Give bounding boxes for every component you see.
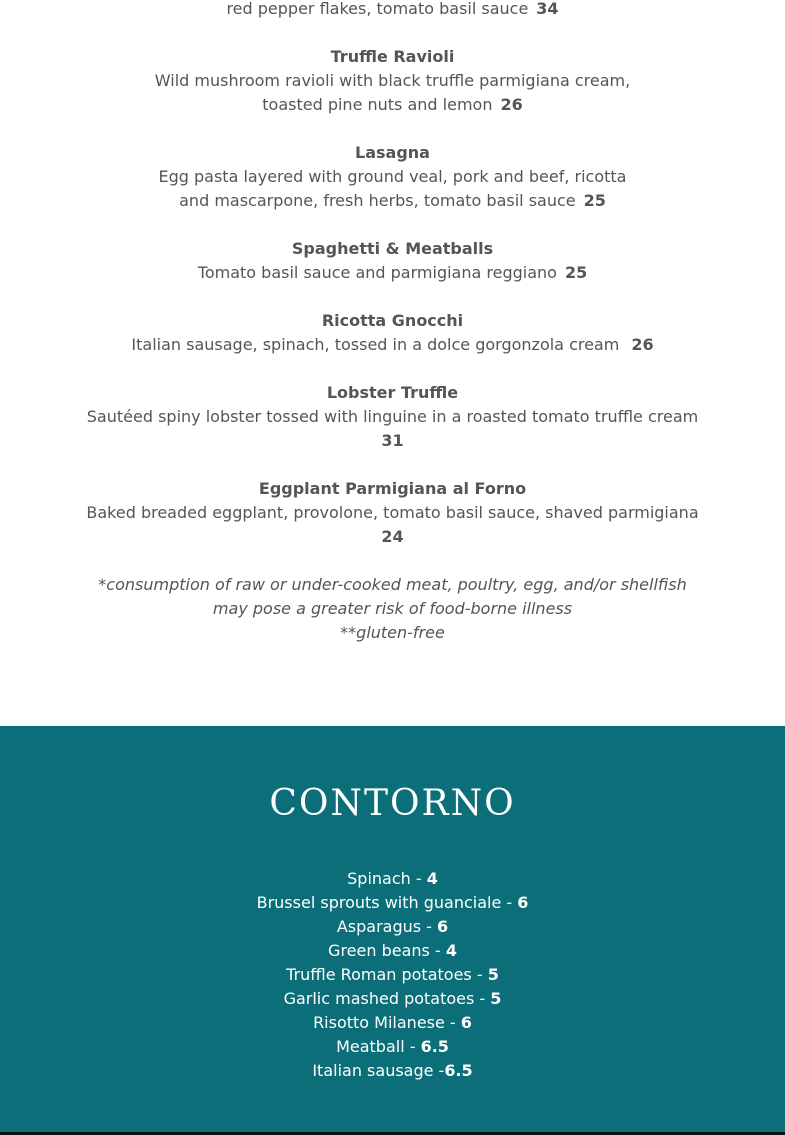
dish-name: Ricotta Gnocchi (321, 311, 464, 330)
dish-truffle-ravioli (80, 45, 705, 117)
side-item-brussel-sprouts (0, 891, 785, 915)
dish-price: 25 (564, 263, 588, 282)
note-gluten-free: **gluten-free (340, 623, 445, 642)
side-item-garlic-mashed-potatoes (0, 987, 785, 1011)
dish-name: Eggplant Parmigiana al Forno (258, 479, 527, 498)
dish-lasagna (80, 141, 705, 213)
dish-description: Egg pasta layered with ground veal, pork and beef, ricotta (158, 167, 627, 186)
side-price: 6 (517, 893, 529, 912)
section-title: CONTORNO (269, 783, 516, 824)
side-label: Risotto Milanese - (313, 1013, 461, 1032)
dish-partial-top (0, 0, 785, 21)
dish-description-line2 (80, 93, 705, 117)
side-label: Asparagus - (336, 917, 438, 936)
side-label: Spinach - (347, 869, 427, 888)
side-item-italian-sausage (0, 1059, 785, 1083)
side-item-risotto-milanese (0, 1011, 785, 1035)
side-item-meatball (0, 1035, 785, 1059)
dish-description: red pepper flakes, tomato basil sauce (226, 0, 529, 18)
side-price: 4 (445, 941, 457, 960)
dish-eggplant-parmigiana (80, 477, 705, 549)
contorno-section (0, 726, 785, 1132)
dish-description-line2 (80, 189, 705, 213)
dish-price: 26 (500, 95, 523, 114)
dish-price: 31 (381, 431, 404, 450)
side-item-spinach (0, 867, 785, 891)
dish-price: 34 (536, 0, 559, 18)
side-price: 5 (490, 989, 502, 1008)
side-item-green-beans (0, 939, 785, 963)
dish-price: 25 (583, 191, 606, 210)
side-label: Green beans - (328, 941, 446, 960)
dish-name: Lobster Truffle (326, 383, 459, 402)
side-label: Meatball - (336, 1037, 421, 1056)
dish-description: Sautéed spiny lobster tossed with linguine in a roasted tomato truffle cream (86, 407, 699, 426)
menu-notes (80, 573, 705, 645)
dish-description-line (80, 261, 705, 285)
side-label: Garlic mashed potatoes - (283, 989, 491, 1008)
note-raw-food-warning-cont: may pose a greater risk of food-borne illness (212, 599, 573, 618)
dish-description-text: Italian sausage, spinach, tossed in a dolce gorgonzola cream (131, 335, 620, 354)
dish-description-text: and mascarpone, fresh herbs, tomato basil sauce (179, 191, 576, 210)
side-label: Truffle Roman potatoes - (286, 965, 488, 984)
dish-description-text: toasted pine nuts and lemon (262, 95, 493, 114)
dish-name: Truffle Ravioli (330, 47, 455, 66)
dish-lobster-truffle (80, 381, 705, 453)
side-label: Italian sausage - (312, 1061, 445, 1080)
dish-description: Baked breaded eggplant, provolone, tomato basil sauce, shaved parmigiana (86, 503, 699, 522)
dish-name: Spaghetti & Meatballs (291, 239, 494, 258)
side-price: 5 (487, 965, 499, 984)
dish-price: 26 (631, 335, 654, 354)
side-price: 4 (426, 869, 438, 888)
side-price: 6 (437, 917, 449, 936)
dish-description-line (80, 333, 705, 357)
dish-spaghetti-meatballs (80, 237, 705, 285)
side-label: Brussel sprouts with guanciale - (256, 893, 518, 912)
side-price: 6.5 (444, 1061, 473, 1080)
sides-list (0, 867, 785, 1083)
side-item-asparagus (0, 915, 785, 939)
dish-ricotta-gnocchi (80, 309, 705, 357)
side-price: 6 (460, 1013, 472, 1032)
dish-description-text: Tomato basil sauce and parmigiana reggiano (197, 263, 557, 282)
side-item-truffle-roman-potatoes (0, 963, 785, 987)
side-price: 6.5 (420, 1037, 449, 1056)
dish-price: 24 (381, 527, 404, 546)
dish-description: Wild mushroom ravioli with black truffle parmigiana cream, (154, 71, 631, 90)
dish-name: Lasagna (355, 143, 430, 162)
note-raw-food-warning: *consumption of raw or under-cooked meat, poultry, egg, and/or shellfish (98, 575, 687, 594)
